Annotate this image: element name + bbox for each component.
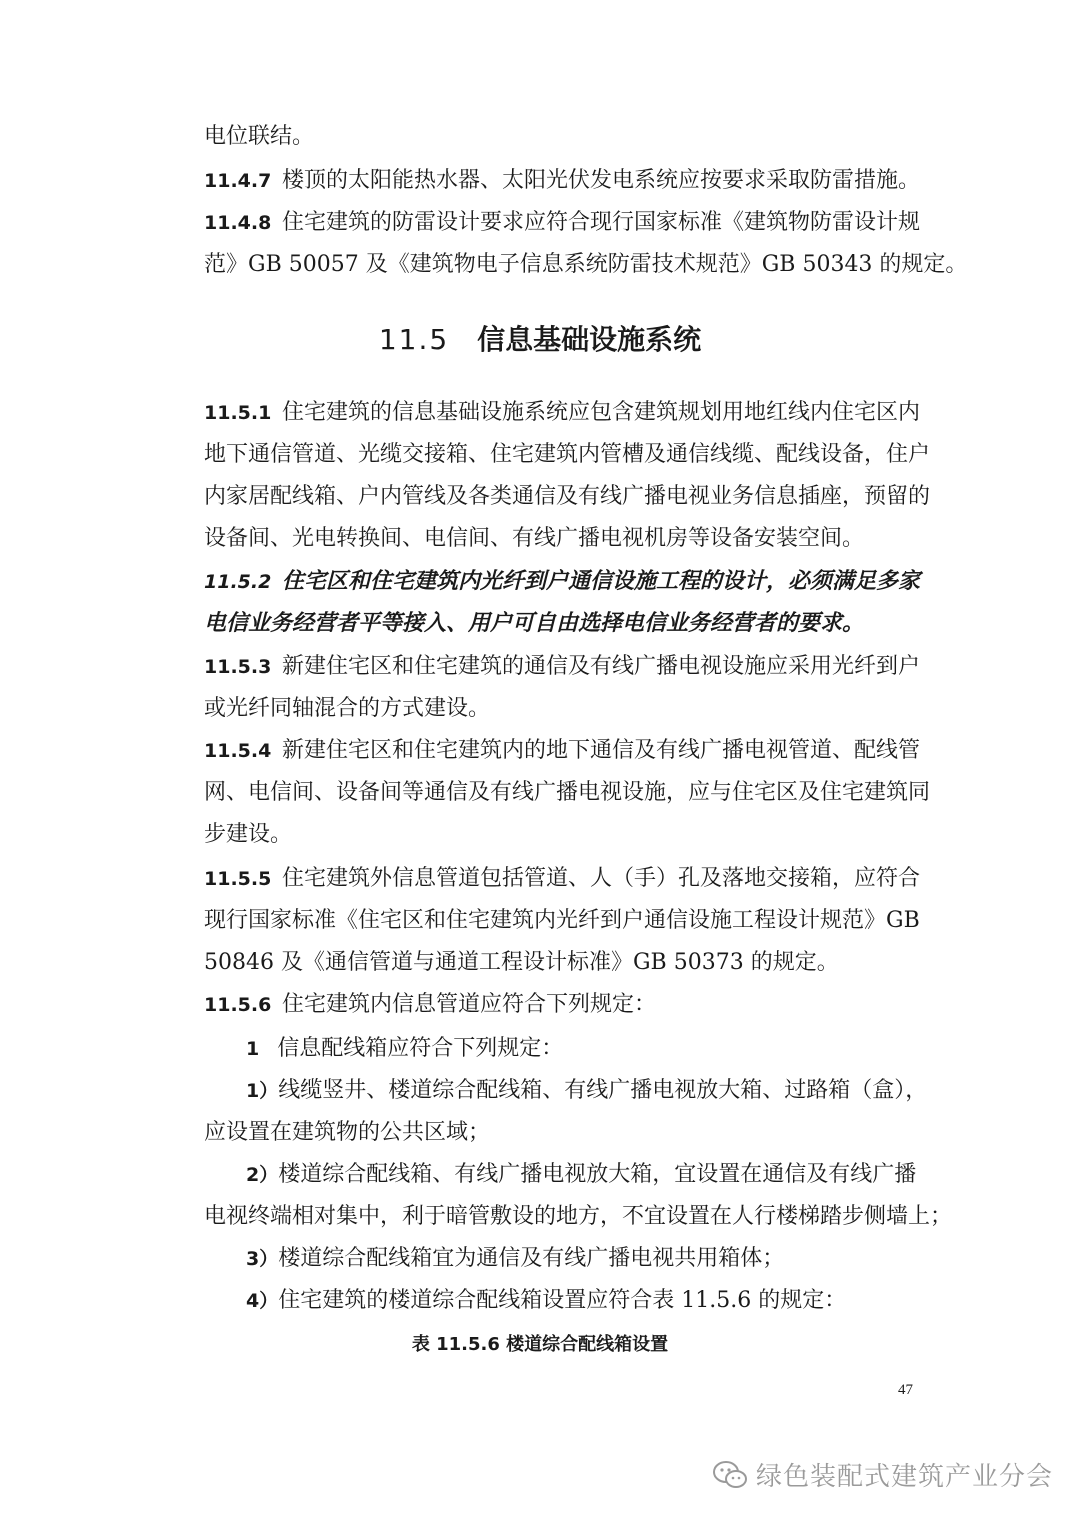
text-line: 设备间、光电转换间、电信间、有线广播电视机房等设备安装空间。 bbox=[204, 526, 865, 551]
text-line: 步建设。 bbox=[204, 822, 293, 847]
clause-11-5-6: 11.5.6 住宅建筑内信息管道应符合下列规定： bbox=[204, 990, 918, 1020]
clause-number: 11.5.6 bbox=[204, 994, 272, 1016]
clause-11-5-5: 11.5.5 住宅建筑外信息管道包括管道、人（手）孔及落地交接箱，应符合 bbox=[204, 864, 918, 894]
watermark-text: 绿色装配式建筑产业分会 bbox=[756, 1462, 1054, 1492]
list-item: 1 信息配线箱应符合下列规定： bbox=[246, 1036, 564, 1061]
clause-11-5-2: 11.5.2 住宅区和住宅建筑内光纤到户通信设施工程的设计，必须满足多家 bbox=[204, 566, 918, 597]
watermark bbox=[712, 1456, 1053, 1493]
clause-number: 11.5.2 bbox=[204, 571, 272, 593]
clause-11-5-4: 11.5.4 新建住宅区和住宅建筑内的地下通信及有线广播电视管道、配线管 bbox=[204, 736, 918, 766]
text-line: 网、电信间、设备间等通信及有线广播电视设施，应与住宅区及住宅建筑同 bbox=[204, 780, 931, 805]
clause-number: 11.5.4 bbox=[204, 740, 272, 762]
section-heading bbox=[0, 320, 1080, 360]
table-caption: 表 11.5.6 楼道综合配线箱设置 bbox=[411, 1334, 669, 1355]
list-item: 1）线缆竖井、楼道综合配线箱、有线广播电视放大箱、过路箱（盒）， bbox=[246, 1078, 928, 1103]
wechat-icon bbox=[712, 1460, 748, 1490]
clause-number: 11.4.7 bbox=[204, 170, 272, 192]
item-number: 1 bbox=[246, 1038, 260, 1060]
text-line: 地下通信管道、光缆交接箱、住宅建筑内管槽及通信线缆、配线设备，住户 bbox=[204, 442, 931, 467]
text-line: 内家居配线箱、户内管线及各类通信及有线广播电视业务信息插座，预留的 bbox=[204, 484, 931, 509]
text-line: 应设置在建筑物的公共区域； bbox=[204, 1120, 491, 1145]
section-title: 信息基础设施系统 bbox=[477, 323, 702, 356]
text-line: 或光纤同轴混合的方式建设。 bbox=[204, 696, 491, 721]
list-item: 4）住宅建筑的楼道综合配线箱设置应符合表 11.5.6 的规定： bbox=[246, 1288, 847, 1313]
text-line: 范》GB 50057 及《建筑物电子信息系统防雷技术规范》GB 50343 的规定。 bbox=[204, 252, 968, 277]
item-number: 3） bbox=[246, 1248, 279, 1270]
list-item: 2）楼道综合配线箱、有线广播电视放大箱，宜设置在通信及有线广播 bbox=[246, 1162, 917, 1187]
clause-number: 11.5.1 bbox=[204, 402, 272, 424]
text-line: 现行国家标准《住宅区和住宅建筑内光纤到户通信设施工程设计规范》GB bbox=[204, 908, 920, 933]
text-line: 电位联结。 bbox=[204, 124, 315, 149]
item-number: 2） bbox=[246, 1164, 279, 1186]
text-line: 电信业务经营者平等接入、用户可自由选择电信业务经营者的要求。 bbox=[204, 610, 865, 636]
clause-11-5-1: 11.5.1 住宅建筑的信息基础设施系统应包含建筑规划用地红线内住宅区内 bbox=[204, 398, 918, 428]
clause-11-4-8: 11.4.8 住宅建筑的防雷设计要求应符合现行国家标准《建筑物防雷设计规 bbox=[204, 208, 918, 238]
section-number: 11.5 bbox=[378, 323, 450, 356]
page-number: 47 bbox=[898, 1382, 913, 1398]
clause-number: 11.5.5 bbox=[204, 868, 272, 890]
clause-number: 11.4.8 bbox=[204, 212, 272, 234]
item-number: 4） bbox=[246, 1290, 279, 1312]
list-item: 3）楼道综合配线箱宜为通信及有线广播电视共用箱体； bbox=[246, 1246, 785, 1271]
clause-11-5-3: 11.5.3 新建住宅区和住宅建筑的通信及有线广播电视设施应采用光纤到户 bbox=[204, 652, 918, 682]
text-line: 电视终端相对集中，利于暗管敷设的地方，不宜设置在人行楼梯踏步侧墙上； bbox=[204, 1204, 953, 1229]
clause-11-4-7: 11.4.7 楼顶的太阳能热水器、太阳光伏发电系统应按要求采取防雷措施。 bbox=[204, 166, 918, 196]
clause-number: 11.5.3 bbox=[204, 656, 272, 678]
text-line: 50846 及《通信管道与通道工程设计标准》GB 50373 的规定。 bbox=[204, 950, 839, 975]
item-number: 1） bbox=[246, 1080, 279, 1102]
